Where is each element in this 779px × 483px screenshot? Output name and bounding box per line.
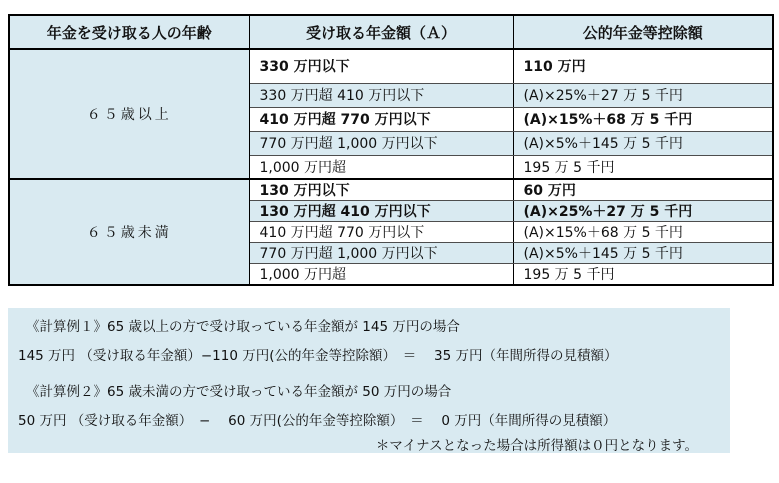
amount-cell: 130 万円超 410 万円以下: [249, 201, 513, 222]
deduction-cell: 195 万 5 千円: [513, 155, 773, 179]
deduction-cell: (A)×15%＋68 万 5 千円: [513, 107, 773, 131]
amount-cell: 410 万円超 770 万円以下: [249, 107, 513, 131]
deduction-cell: 110 万円: [513, 49, 773, 83]
amount-cell: 770 万円超 1,000 万円以下: [249, 131, 513, 155]
deduction-cell: (A)×25%＋27 万 5 千円: [513, 201, 773, 222]
calculation-examples-box: [8, 308, 730, 453]
col-header-age: 年金を受け取る人の年齢: [9, 15, 249, 49]
deduction-cell: (A)×5%＋145 万 5 千円: [513, 243, 773, 264]
amount-cell: 770 万円超 1,000 万円以下: [249, 243, 513, 264]
negative-result-note: ＊マイナスとなった場合は所得額は０円となります。: [375, 438, 698, 454]
col-header-pension-amount: 受け取る年金額（Ａ）: [249, 15, 513, 49]
amount-cell: 330 万円超 410 万円以下: [249, 83, 513, 107]
amount-cell: 1,000 万円超: [249, 155, 513, 179]
table-row: [9, 49, 773, 83]
table-header-row: [9, 15, 773, 49]
amount-cell: 330 万円以下: [249, 49, 513, 83]
example1-title: 《計算例１》65 歳以上の方で受け取っている年金額が 145 万円の場合: [26, 319, 460, 335]
deduction-cell: (A)×15%＋68 万 5 千円: [513, 222, 773, 243]
deduction-cell: (A)×25%＋27 万 5 千円: [513, 83, 773, 107]
example2-formula: 50 万円 （受け取る年金額） − 60 万円(公的年金等控除額） ＝ 0 万円（年間所得の見積額）: [18, 413, 617, 429]
age-cell-65-over: ６５歳以上: [9, 49, 249, 179]
example1-formula: 145 万円 （受け取る年金額）−110 万円(公的年金等控除額） ＝ 35 万円（年間所得の見積額）: [18, 348, 618, 364]
deduction-cell: 195 万 5 千円: [513, 264, 773, 286]
amount-cell: 410 万円超 770 万円以下: [249, 222, 513, 243]
col-header-deduction: 公的年金等控除額: [513, 15, 773, 49]
amount-cell: 130 万円以下: [249, 179, 513, 201]
table-row: [9, 179, 773, 201]
age-cell-under-65: ６５歳未満: [9, 179, 249, 285]
pension-deduction-table: [8, 14, 774, 286]
deduction-cell: 60 万円: [513, 179, 773, 201]
deduction-cell: (A)×5%＋145 万 5 千円: [513, 131, 773, 155]
example2-title: 《計算例２》65 歳未満の方で受け取っている年金額が 50 万円の場合: [26, 384, 452, 400]
amount-cell: 1,000 万円超: [249, 264, 513, 286]
